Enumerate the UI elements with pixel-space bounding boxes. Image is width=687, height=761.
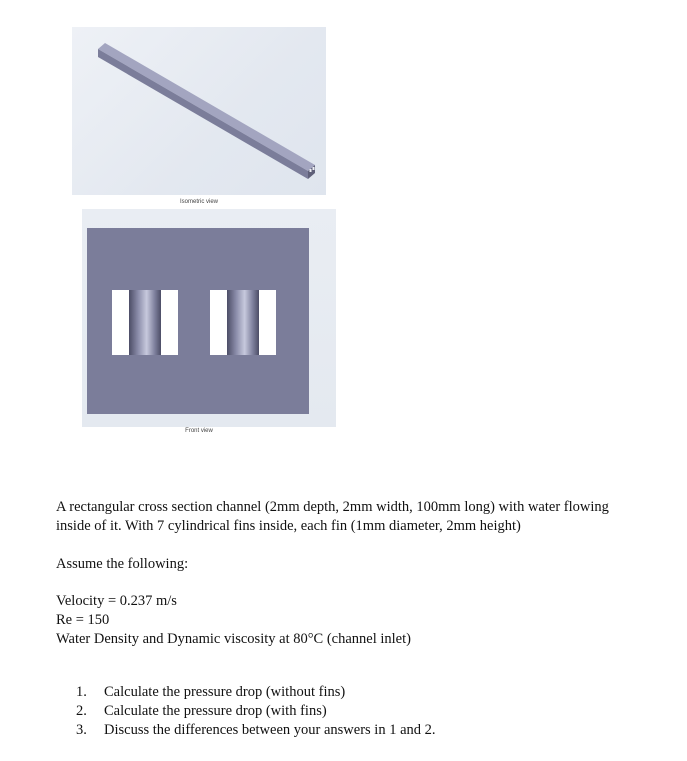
assume-heading: Assume the following: [56, 556, 189, 572]
task-number: 1. [76, 684, 87, 700]
description-line-1: A rectangular cross section channel (2mm depth, 2mm width, 100mm long) with water flowing [56, 499, 609, 515]
channel-end-opening [310, 169, 312, 172]
description-line-2: inside of it. With 7 cylindrical fins inside, each fin (1mm diameter, 2mm height) [56, 518, 521, 534]
task-text: Calculate the pressure drop (with fins) [104, 703, 327, 719]
reynolds-value: Re = 150 [56, 612, 110, 628]
front-view-image [82, 209, 336, 427]
fin-left [129, 290, 161, 355]
front-view-caption: Front view [185, 428, 213, 434]
channel-side-face [98, 49, 308, 179]
problem-description [56, 498, 671, 536]
task-item [76, 683, 436, 702]
given-values [56, 592, 671, 649]
channel-end-opening [313, 167, 315, 170]
velocity-value: Velocity = 0.237 m/s [56, 593, 177, 609]
fluid-properties: Water Density and Dynamic viscosity at 80°C (channel inlet) [56, 631, 411, 647]
isometric-view-caption: Isometric view [179, 199, 218, 205]
task-item [76, 702, 436, 721]
isometric-view-image [72, 27, 326, 195]
task-number: 2. [76, 703, 87, 719]
task-text: Discuss the differences between your answers in 1 and 2. [104, 722, 436, 738]
task-item [76, 721, 436, 740]
channel-top-face [98, 43, 315, 171]
channel-front-drawing [82, 209, 336, 427]
fin-right [227, 290, 259, 355]
task-number: 3. [76, 722, 87, 738]
task-text: Calculate the pressure drop (without fins) [104, 684, 346, 700]
task-list [76, 683, 436, 740]
channel-isometric-drawing [72, 27, 326, 195]
